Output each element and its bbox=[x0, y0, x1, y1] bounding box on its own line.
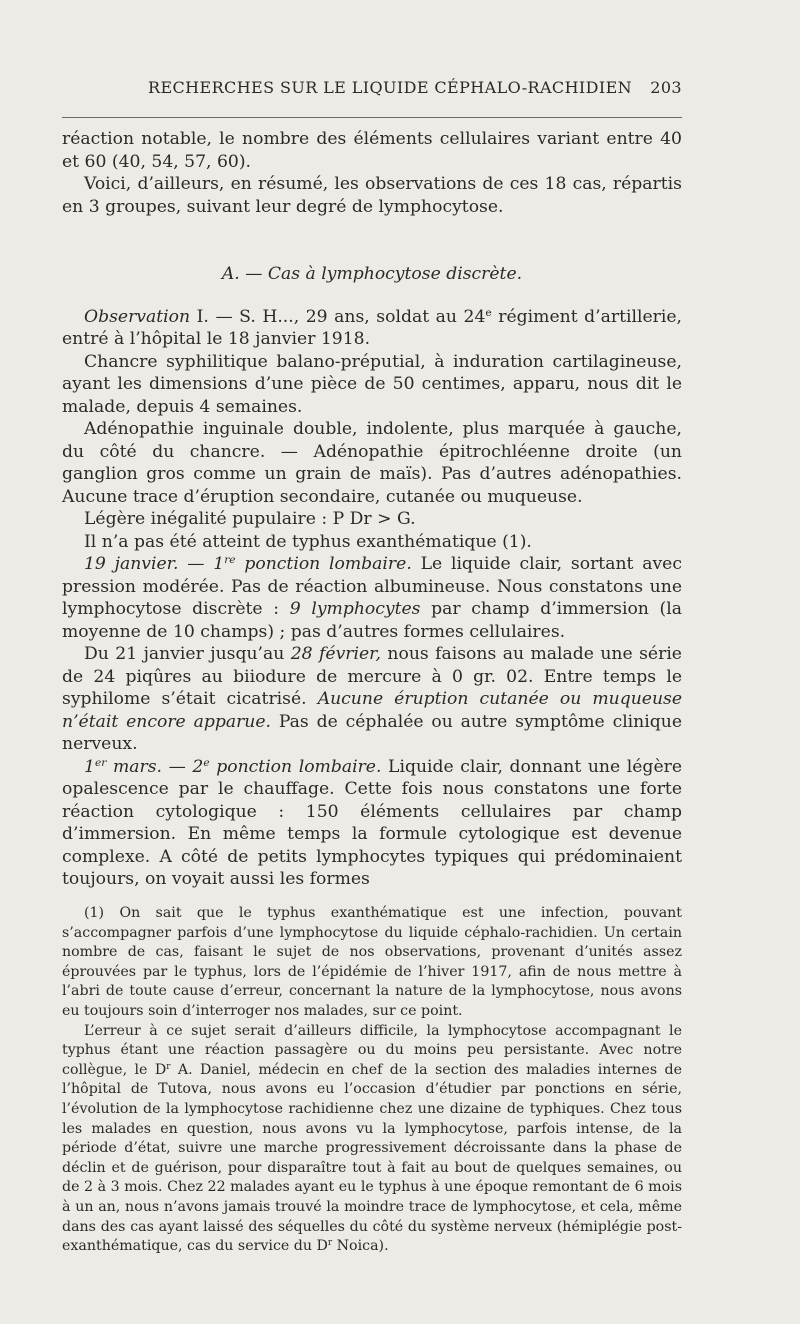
paragraph bbox=[62, 756, 682, 891]
emphasis: 28 février, bbox=[290, 644, 381, 664]
superscript: e bbox=[203, 755, 210, 769]
paragraph-text: par champ d’immersion (la moyenne de 10 champs) ; pas d’autres formes cellulaires. bbox=[62, 599, 682, 642]
paragraph: Adénopathie inguinale double, indolente, plus marquée à gauche, du côté du chancre. — Adénopathie épitrochléenne droite (un ganglion gros comme un grain de maïs). Pas d’autres adénopathies. Aucune trace d’éruption secondaire, cutanée ou muqueuse. bbox=[62, 419, 682, 507]
emphasis: Aucune éruption cutanée ou muqueuse n’était encore apparue. bbox=[62, 689, 683, 732]
ponction-text: ponction lombaire. bbox=[209, 756, 382, 777]
ponction-number: 1 bbox=[213, 554, 225, 574]
footnote-text: L’erreur à ce sujet serait d’ailleurs difficile, la lymphocytose accompagnant le typhus étant une réaction passagère ou du moins peu persistante. Avec notre collègue, le D bbox=[62, 1022, 682, 1078]
paragraph-text: Du 21 janvier jusqu’au bbox=[84, 644, 291, 664]
paragraph-text: nous faisons au malade une série de 24 piqûres au biiodure de mercure à 0 gr. 02. Entre temps le syphilome s’était cicatrisé. bbox=[62, 644, 682, 709]
ponction-label bbox=[192, 757, 381, 777]
date: 19 janvier. bbox=[84, 554, 179, 574]
footnote bbox=[62, 1022, 682, 1257]
superscript: r bbox=[327, 1238, 333, 1249]
superscript: e bbox=[485, 305, 492, 319]
observation-label: Observation bbox=[84, 306, 191, 327]
running-title: RECHERCHES SUR LE LIQUIDE CÉPHALO-RACHIDIEN bbox=[148, 78, 633, 97]
footnote: (1) On sait que le typhus exanthématique est une infection, pouvant s’accompagner parfois d’une lymphocytose du liquide céphalo-rachidien. Un certain nombre de cas, faisant le sujet de nos observations, provenant d’unités assez éprouvées par le typhus, lors de l’épidémie de l’hiver 1917, afin de nous mettre à l’abri de toute cause d’erreur, concernant la nature de la lymphocytose, nous avons eu toujours soin d’interroger nos malades, sur ce point. bbox=[62, 905, 682, 1019]
ponction-label bbox=[213, 554, 412, 574]
observation-text: régiment d’artillerie, entré à l’hôpital le 18 janvier 1918. bbox=[62, 306, 682, 349]
paragraph: Légère inégalité pupulaire : P Dr > G. bbox=[84, 509, 416, 529]
footnote-text: Noica). bbox=[332, 1238, 389, 1255]
dash: — bbox=[162, 756, 193, 777]
paragraph: Voici, d’ailleurs, en résumé, les observations de ces 18 cas, répartis en 3 groupes, suivant leur degré de lymphocytose. bbox=[62, 174, 682, 217]
dash: — bbox=[178, 554, 214, 574]
paragraph: Chancre syphilitique balano-préputial, à induration cartilagineuse, ayant les dimensions d’une pièce de 50 centimes, apparu, nous dit le malade, depuis 4 semaines. bbox=[62, 351, 682, 417]
ponction-text: ponction lombaire. bbox=[235, 554, 412, 574]
paragraph bbox=[62, 553, 682, 643]
header-rule bbox=[62, 117, 682, 118]
page-number: 203 bbox=[650, 78, 682, 97]
date-number: 1 bbox=[84, 756, 95, 777]
ponction-number: 2 bbox=[192, 756, 204, 777]
date-text: mars. bbox=[106, 756, 162, 777]
paragraph: réaction notable, le nombre des éléments cellulaires variant entre 40 et 60 (40, 54, 57, 60). bbox=[62, 129, 682, 172]
paragraph bbox=[62, 643, 682, 756]
spacer bbox=[62, 218, 682, 263]
observation-text: I. — S. H..., 29 ans, soldat au 24 bbox=[190, 306, 486, 327]
main-text bbox=[62, 128, 682, 891]
paragraph-text: Pas de céphalée ou autre symptôme clinique nerveux. bbox=[62, 711, 682, 754]
running-header bbox=[62, 78, 682, 97]
date bbox=[84, 757, 162, 777]
section-heading-text: A. — Cas à lymphocytose discrète. bbox=[221, 264, 523, 284]
superscript: r bbox=[166, 1061, 171, 1072]
observation-heading bbox=[62, 306, 682, 351]
footnote-text: A. Daniel, médecin en chef de la section des maladies internes de l’hôpital de Tutova, nous avons eu l’occasion d’étudier par ponctions en série, l’évolution de la lymphocytose rachidienne chez une dizaine de typhiques. Chez tous les malades en question, nous avons vu la lymphocytose, parfois intense, de la période d’état, suivre une marche progressivement décroissante dans la phase de déclin et de guérison, pour disparaître tout à fait au bout de quelques semaines, ou de 2 à 3 mois. Chez 22 malades ayant eu le typhus à une époque remontant de 6 mois à un an, nous n’avons jamais trouvé la moindre trace de lymphocytose, et cela, même dans des cas ayant laissé des séquelles du côté du système nerveux (hémiplégie post-exanthématique, cas du service du D bbox=[62, 1061, 682, 1255]
emphasis: 9 lymphocytes bbox=[289, 599, 421, 619]
footnotes bbox=[62, 904, 682, 1257]
paragraph-text: Le liquide clair, sortant avec pression modérée. Pas de réaction albumineuse. Nous constatons une lymphocytose discrète : bbox=[62, 554, 682, 619]
spacer bbox=[62, 286, 682, 306]
superscript: re bbox=[224, 553, 236, 567]
paragraph: Il n’a pas été atteint de typhus exanthématique (1). bbox=[84, 531, 532, 552]
section-heading bbox=[62, 263, 682, 286]
superscript: er bbox=[94, 755, 107, 769]
paragraph-text: Liquide clair, donnant une légère opalescence par le chauffage. Cette fois nous constatons une forte réaction cytologique : 150 éléments cellulaires par champ d’immersion. En même temps la formule cytologique est devenue complexe. A côté de petits lymphocytes typiques qui prédominaient toujours, on voyait aussi les formes bbox=[62, 756, 682, 889]
